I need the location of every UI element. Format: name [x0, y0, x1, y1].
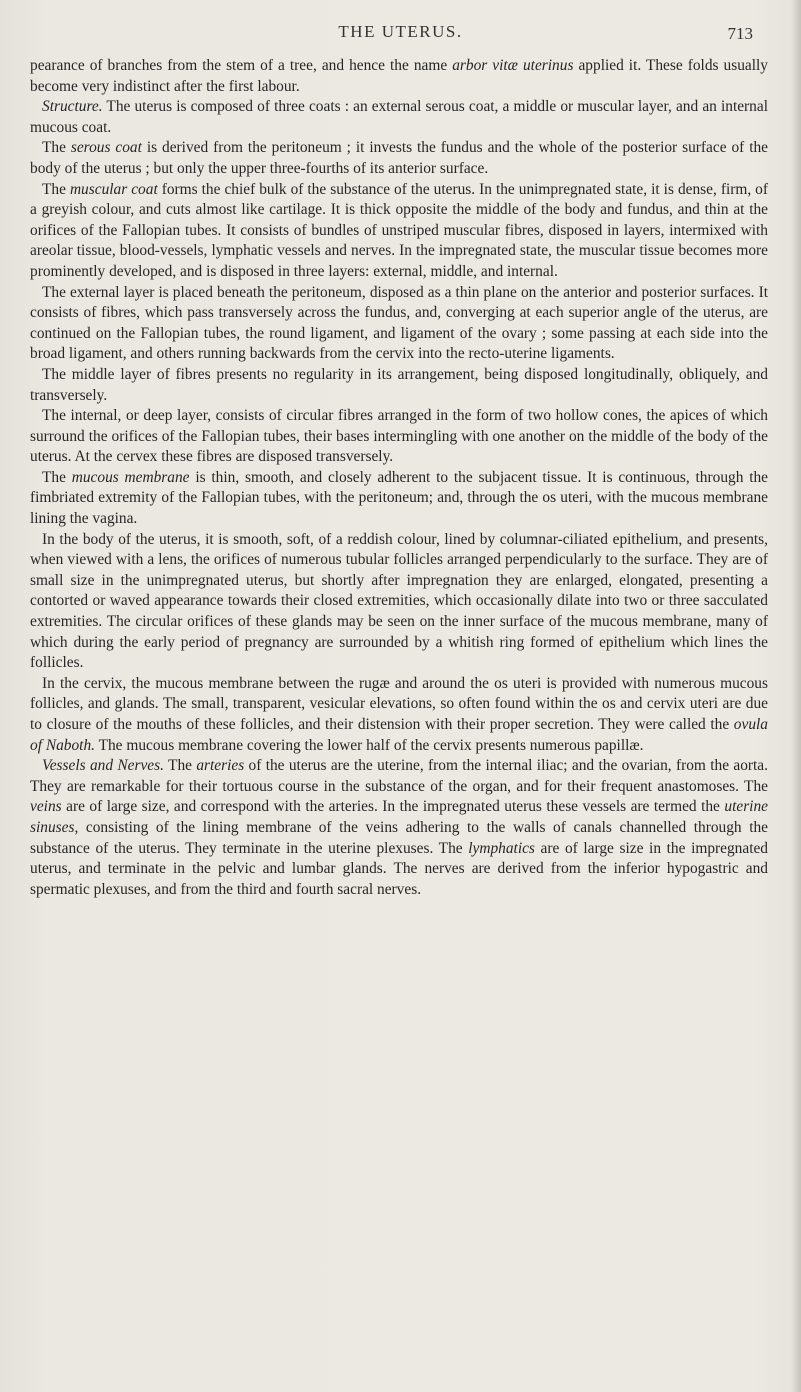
italic-term: muscular coat: [69, 180, 158, 198]
paragraph-serous-coat: [30, 138, 768, 179]
paragraph-structure: [30, 97, 768, 138]
italic-term: lymphatics: [468, 839, 535, 857]
text-segment: , consisting of the lining membrane of the veins adhering to the walls of canals channelled through the substance of the uterus. They terminate in the uterine plexuses. The: [30, 818, 768, 857]
italic-term: arteries: [196, 757, 245, 775]
text-segment: The external layer is placed beneath the peritoneum, disposed as a thin plane on the anterior and posterior surfaces. It consists of fibres, which pass transversely across the fundus, and, converging at each superior angle of the uterus, are continued on the Fallopian tubes, the round ligament, and ligament of the ovary ; some passing at each side into the broad ligament, and others running backwards from the cervix into the recto-uterine ligaments.: [30, 283, 768, 363]
text-segment: The: [42, 468, 72, 486]
text-segment: are of large size, and correspond with the arteries. In the impregnated uterus these vessels are termed the: [61, 798, 725, 816]
text-segment: The internal, or deep layer, consists of circular fibres arranged in the form of two hollow cones, the apices of which surround the orifices of the Fallopian tubes, their bases intermingling with one another on the middle of the body of the uterus. At the cervex these fibres are disposed transversely.: [30, 407, 768, 466]
italic-term: uterine sinuses: [30, 798, 768, 836]
text-segment: The middle layer of fibres presents no regularity in its arrangement, being disposed longitudinally, obliquely, and transversely.: [30, 365, 768, 404]
paragraph-intro-continuation: [30, 56, 768, 97]
italic-term: arbor vitæ uterinus: [452, 57, 574, 74]
text-segment: The: [42, 139, 71, 157]
body-text: [30, 56, 768, 900]
paragraph-mucous-membrane: [30, 468, 768, 530]
text-segment: pearance of branches from the stem of a tree, and hence the name: [30, 57, 453, 74]
italic-term: mucous membrane: [71, 468, 190, 486]
paragraph-cervix: [30, 674, 768, 756]
text-segment: In the body of the uterus, it is smooth, soft, of a reddish colour, lined by columnar-ciliated epithelium, and presents, when viewed with a lens, the orifices of numerous tubular follicles arranged perpendicularly to the surface. They are of small size in the unimpregnated uterus, but shortly after impregnation they are enlarged, elongated, presenting a contorted or waved appearance towards their closed extremities, which occasionally dilate into two or three sacculated extremities. The circular orifices of these glands may be seen on the inner surface of the mucous membrane, many of which during the early period of pregnancy are surrounded by a whitish ring formed of epithelium which lines the follicles.: [30, 530, 768, 672]
text-segment: is derived from the peritoneum ; it invests the fundus and the whole of the posterior surface of the body of the uterus ; but only the upper three-fourths of its anterior surface.: [30, 139, 768, 177]
paragraph-vessels-and-nerves: [30, 756, 768, 900]
paragraph-muscular-coat: [30, 180, 768, 283]
text-segment: of the uterus are the uterine, from the internal iliac; and the ovarian, from the aorta. They are remarkable for their tortuous course in the substance of the organ, and for their frequent anastomoses. The: [30, 757, 768, 795]
text-segment: In the cervix, the mucous membrane between the rugæ and around the os uteri is provided with numerous mucous follicles, and glands. The small, transparent, vesicular elevations, so often found within the os and cervix uteri are due to closure of the mouths of these follicles, and their distension with their proper secretion. They were called the: [30, 674, 768, 733]
text-segment: are of large size in the impregnated uterus, and terminate in the pelvic and lumbar glands. The nerves are derived from the inferior hypogastric and spermatic plexuses, and from the third and fourth sacral nerves.: [30, 839, 768, 898]
italic-term: veins: [30, 798, 62, 816]
text-segment: The uterus is composed of three coats : an external serous coat, a middle or muscular layer, and an internal mucous coat.: [30, 98, 768, 136]
text-segment: The mucous membrane covering the lower half of the cervix presents numerous papillæ.: [95, 736, 644, 754]
text-segment: The: [163, 757, 197, 775]
text-segment: forms the chief bulk of the substance of the uterus. In the unimpregnated state, it is dense, firm, of a greyish colour, and cuts almost like cartilage. It is thick opposite the middle of the body and fundus, and thin at the orifices of the Fallopian tubes. It consists of bundles of unstriped muscular fibres, disposed in layers, intermixed with areolar tissue, blood-vessels, lymphatic vessels and nerves. In the impregnated state, the muscular tissue becomes more prominently developed, and is disposed in three layers: external, middle, and internal.: [30, 180, 768, 280]
paragraph-body-of-uterus: [30, 530, 768, 674]
page-number: 713: [727, 24, 753, 43]
text-segment: is thin, smooth, and closely adherent to the subjacent tissue. It is continuous, through the fimbriated extremity of the Fallopian tubes, with the peritoneum; and, through the os uteri, with the mucous membrane lining the vagina.: [30, 468, 769, 528]
paragraph-middle-layer: [30, 365, 768, 406]
running-title: THE UTERUS.: [338, 22, 463, 41]
paragraph-external-layer: [30, 283, 768, 365]
page-header: [0, 22, 801, 46]
text-segment: applied it. These folds usually become very indistinct after the first labour.: [30, 57, 769, 95]
page-edge-shadow: [791, 0, 801, 1392]
text-segment: The: [42, 180, 70, 198]
italic-term: ovula of Naboth.: [30, 716, 768, 754]
section-heading: Structure.: [42, 98, 103, 116]
italic-term: serous coat: [70, 139, 142, 157]
section-heading: Vessels and Nerves.: [42, 757, 164, 775]
paragraph-internal-layer: [30, 406, 768, 468]
